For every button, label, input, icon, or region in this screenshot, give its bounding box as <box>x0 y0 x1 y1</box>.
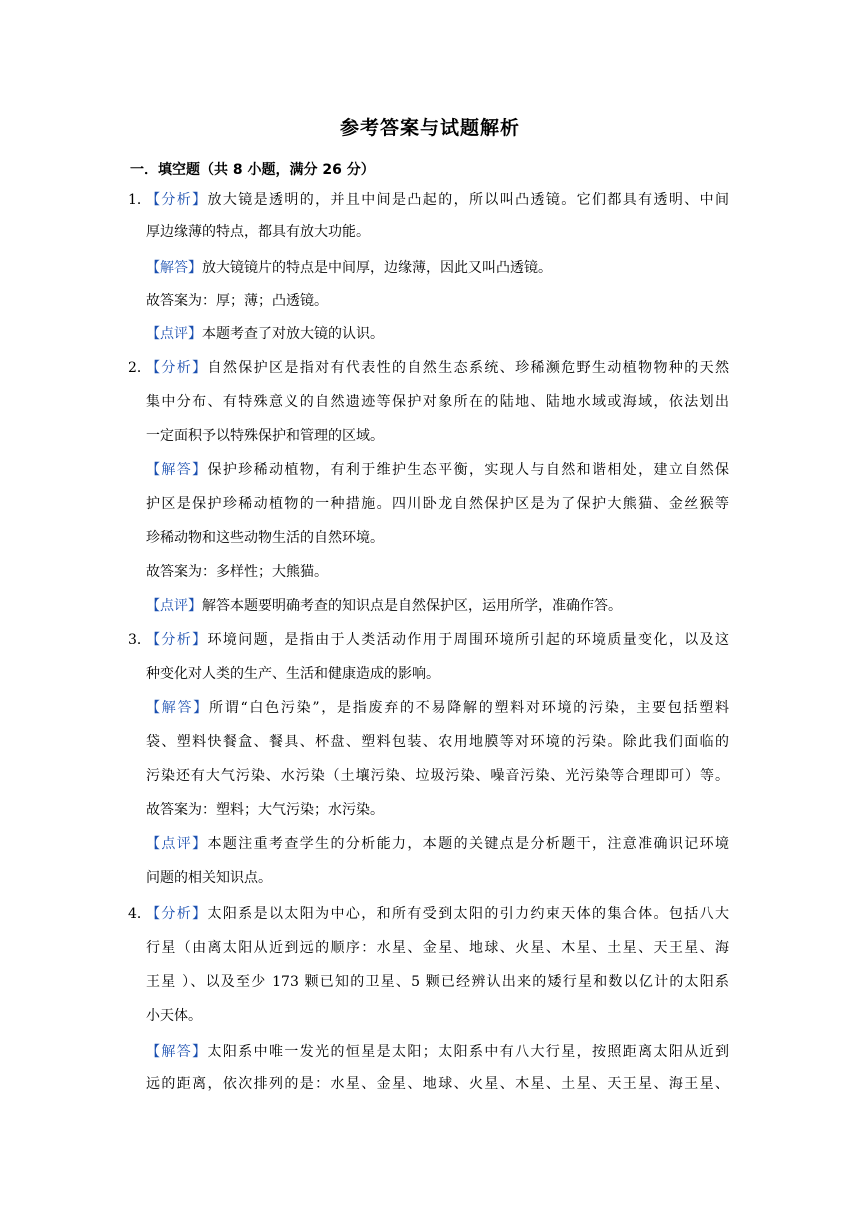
analysis-tag: 【分析】 <box>146 906 208 922</box>
comment-tag: 【点评】 <box>146 326 202 342</box>
question-number: 4． <box>128 906 151 922</box>
answer-line: 护区是保护珍稀动植物的一种措施。四川卧龙自然保护区是为了保护大熊猫、金丝猴等 <box>146 496 729 512</box>
analysis-line: 一定面积予以特殊保护和管理的区域。 <box>146 428 384 444</box>
comment-tag: 【点评】 <box>146 598 202 614</box>
analysis-tag: 【分析】 <box>146 192 208 208</box>
answer-line: 故答案为：厚；薄；凸透镜。 <box>146 293 328 309</box>
answer-tag: 【解答】 <box>146 1044 208 1060</box>
answer-line: 远的距离，依次排列的是：水星、金星、地球、火星、木星、土星、天王星、海王星、 <box>146 1076 729 1092</box>
analysis-tag: 【分析】 <box>146 632 208 648</box>
analysis-tag: 【分析】 <box>146 360 208 376</box>
answer-line: 故答案为：多样性；大熊猫。 <box>146 564 328 580</box>
question-number: 1． <box>128 192 151 208</box>
section-heading: 一．填空题（共 8 小题，满分 26 分） <box>130 162 375 178</box>
answer-line: 【解答】保护珍稀动植物，有利于维护生态平衡，实现人与自然和谐相处，建立自然保 <box>146 462 729 478</box>
answer-line: 污染还有大气污染、水污染（土壤污染、垃圾污染、噪音污染、光污染等合理即可）等。 <box>146 768 729 784</box>
answer-line: 【解答】太阳系中唯一发光的恒星是太阳；太阳系中有八大行星，按照距离太阳从近到 <box>146 1044 729 1060</box>
answer-line: 【解答】放大镜镜片的特点是中间厚，边缘薄，因此又叫凸透镜。 <box>146 260 552 276</box>
analysis-line: 【分析】自然保护区是指对有代表性的自然生态系统、珍稀濒危野生动植物物种的天然 <box>146 360 729 376</box>
analysis-line: 王星 ）、以及至少 173 颗已知的卫星、5 颗已经辨认出来的矮行星和数以亿计的太阳系 <box>146 974 729 990</box>
question-number: 2． <box>128 360 151 376</box>
answer-line: 【解答】所谓“白色污染”，是指废弃的不易降解的塑料对环境的污染，主要包括塑料 <box>146 700 729 716</box>
page-title: 参考答案与试题解析 <box>339 117 520 139</box>
analysis-line: 种变化对人类的生产、生活和健康造成的影响。 <box>146 666 440 682</box>
comment-line: 问题的相关知识点。 <box>146 870 272 886</box>
analysis-line: 【分析】太阳系是以太阳为中心，和所有受到太阳的引力约束天体的集合体。包括八大 <box>146 906 729 922</box>
analysis-line: 集中分布、有特殊意义的自然遗迹等保护对象所在的陆地、陆地水域或海域，依法划出 <box>146 394 729 410</box>
comment-line: 【点评】本题考查了对放大镜的认识。 <box>146 326 384 342</box>
comment-tag: 【点评】 <box>146 836 208 852</box>
answer-tag: 【解答】 <box>146 260 202 276</box>
answer-tag: 【解答】 <box>146 700 209 716</box>
analysis-line: 小天体。 <box>146 1008 202 1024</box>
analysis-line: 【分析】环境问题，是指由于人类活动作用于周围环境所引起的环境质量变化，以及这 <box>146 632 729 648</box>
analysis-line: 行星（由离太阳从近到远的顺序：水星、金星、地球、火星、木星、土星、天王星、海 <box>146 940 729 956</box>
answer-line: 袋、塑料快餐盒、餐具、杯盘、塑料包装、农用地膜等对环境的污染。除此我们面临的 <box>146 734 729 750</box>
question-number: 3． <box>128 632 151 648</box>
answer-line: 珍稀动物和这些动物生活的自然环境。 <box>146 530 384 546</box>
answer-tag: 【解答】 <box>146 462 208 478</box>
comment-line: 【点评】本题注重考查学生的分析能力，本题的关键点是分析题干，注意准确识记环境 <box>146 836 729 852</box>
analysis-line: 厚边缘薄的特点，都具有放大功能。 <box>146 224 370 240</box>
comment-line: 【点评】解答本题要明确考查的知识点是自然保护区，运用所学，准确作答。 <box>146 598 622 614</box>
analysis-line: 【分析】放大镜是透明的，并且中间是凸起的，所以叫凸透镜。它们都具有透明、中间 <box>146 192 729 208</box>
answer-line: 故答案为：塑料；大气污染；水污染。 <box>146 802 384 818</box>
